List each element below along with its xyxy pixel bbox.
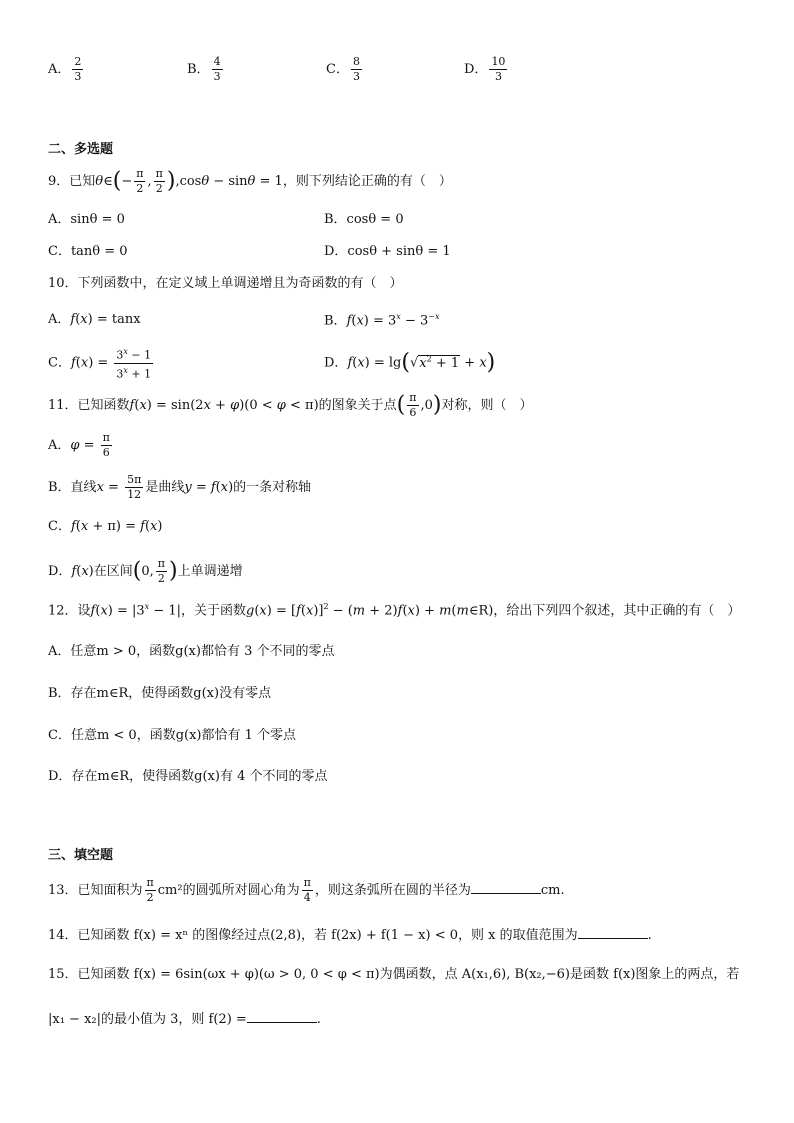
- q11-b-suffix: 的一条对称轴: [233, 480, 312, 495]
- q11-b-mid: 是曲线: [145, 480, 185, 495]
- option-label: A．: [48, 312, 71, 327]
- q13-unit: cm.: [540, 883, 565, 898]
- option-label: B．: [187, 62, 210, 77]
- q11-d-mid: 在区间: [93, 564, 133, 579]
- option-label: D．: [324, 355, 348, 371]
- fraction: $\frac{3^x - 1}{3^x + 1}$: [116, 347, 152, 381]
- fraction: [72, 56, 83, 83]
- fraction: $\frac{\pi}{2}$: [136, 167, 144, 195]
- q15-line2: |x₁ − x₂|的最小值为 3，则 f(2) =: [48, 1012, 247, 1027]
- q12-prefix: 12．设: [48, 603, 91, 619]
- numerator: 4: [213, 55, 221, 68]
- question-11-stem: 11．已知函数f(x) = sin(2x + φ)(0 < φ < π)的图象关于点( $\frac{\pi}{6}$ ,0)对称，则（ ）: [48, 391, 533, 419]
- fraction: $\frac{\pi}{6}$: [409, 391, 417, 419]
- q9-option-b: B．cosθ = 0: [324, 212, 404, 227]
- fraction: $\frac{\pi}{2}$: [155, 167, 163, 195]
- q12-option-d: D．存在m∈R，使得函数g(x)有 4 个不同的零点: [48, 769, 328, 784]
- section-title-multi-choice: 二、多选题: [48, 142, 114, 157]
- q10-option-d: D．$f(x) = \lg(√x^2 + 1 + x)$: [324, 350, 496, 375]
- question-15-line-2: [48, 1010, 321, 1026]
- option-label: B．: [324, 313, 347, 329]
- fraction: $\frac{\pi}{2}$: [157, 557, 165, 585]
- paren-right: ): [166, 168, 176, 194]
- q13-mid: cm²的圆弧所对圆心角为: [157, 883, 300, 898]
- q9-prefix: 9．已知: [48, 174, 96, 189]
- answer-blank[interactable]: [247, 1010, 317, 1023]
- fraction: [489, 56, 507, 83]
- option-label: C．: [48, 519, 71, 534]
- q8-option-a: [48, 56, 85, 83]
- denominator: 3: [74, 70, 82, 83]
- question-10-stem: 10．下列函数中，在定义域上单调递增且为奇函数的有（ ）: [48, 276, 403, 291]
- q15-end: .: [316, 1012, 321, 1027]
- numerator: 2: [74, 55, 82, 68]
- q11-option-b: B．直线x = $\frac{5\pi}{12}$ 是曲线y = f(x)的一条对称轴: [48, 473, 312, 501]
- fraction: $\frac{\pi}{6}$: [102, 431, 110, 459]
- q8-option-c: [326, 56, 364, 83]
- q12-option-c: C．任意m < 0，函数g(x)都恰有 1 个零点: [48, 728, 297, 743]
- fraction: $\frac{\pi}{4}$: [303, 876, 311, 904]
- question-15-line-1: 15．已知函数 f(x) = 6sin(ωx + φ)(ω > 0, 0 < φ < π)为偶函数，点 A(x₁,6), B(x₂,−6)是函数 f(x)图象上的两点，若: [48, 967, 740, 982]
- option-label: D．: [48, 564, 72, 579]
- q8-option-b: [187, 56, 225, 83]
- q12-mid: ，关于函数: [181, 603, 247, 619]
- denominator: 3: [352, 70, 360, 83]
- option-label: D．: [464, 62, 488, 77]
- question-14-stem: [48, 926, 652, 942]
- q9-option-c: C．tanθ = 0: [48, 244, 128, 259]
- denominator: 3: [494, 70, 502, 83]
- q13-suffix: ，则这条弧所在圆的半径为: [314, 883, 471, 898]
- option-label: A．: [48, 438, 71, 453]
- q11-b-prefix: B．直线: [48, 480, 97, 495]
- q9-suffix: ，则下列结论正确的有（ ）: [282, 174, 452, 189]
- q12-suffix: ，给出下列四个叙述，其中正确的有（ ）: [493, 603, 741, 619]
- question-12-stem: 12．设$f(x) = |3^x - 1|$，关于函数$g(x) = [f(x)]^2 - (m + 2)f(x)$ + m(m∈R)，给出下列四个叙述，其中正确的有（ ）: [48, 602, 741, 619]
- fraction: $\frac{5\pi}{12}$: [127, 473, 142, 501]
- q11-option-d: D．f(x)在区间(0, $\frac{\pi}{2}$ )上单调递增: [48, 557, 243, 585]
- q11-prefix: 11．已知函数: [48, 398, 130, 413]
- question-9-stem: 9．已知θ∈(− $\frac{\pi}{2}$ , $\frac{\pi}{2}$ ),cosθ − sinθ = 1，则下列结论正确的有（ ）: [48, 167, 452, 195]
- q8-option-d: [464, 56, 509, 83]
- fraction: [351, 56, 362, 83]
- denominator: 3: [213, 70, 221, 83]
- q9-option-a: A．sinθ = 0: [48, 212, 125, 227]
- answer-blank[interactable]: [471, 881, 541, 894]
- numerator: 10: [491, 55, 506, 68]
- q13-prefix: 13．已知面积为: [48, 883, 143, 898]
- section-title-fill-in: 三、填空题: [48, 848, 114, 863]
- answer-blank[interactable]: [578, 926, 648, 939]
- question-13-stem: [48, 877, 565, 904]
- option-label: A．: [48, 62, 71, 77]
- q11-option-a: A．φ = $\frac{\pi}{6}$: [48, 431, 110, 459]
- q10-option-c: C．f(x) = $\frac{3^x - 1}{3^x + 1}$: [48, 347, 152, 381]
- fraction: [212, 56, 223, 83]
- q14-text: 14．已知函数 f(x) = xⁿ 的图像经过点(2,8)，若 f(2x) + f(1 − x) < 0，则 x 的取值范围为: [48, 928, 578, 943]
- q12-option-b: B．存在m∈R，使得函数g(x)没有零点: [48, 686, 272, 701]
- q9-option-d: D．cosθ + sinθ = 1: [324, 244, 451, 259]
- q10-option-a: A．f(x) = tanx: [48, 312, 141, 327]
- q10-option-b: B．$f(x) = 3^x - 3^{-x}$: [324, 312, 440, 329]
- q11-mid: 的图象关于点: [318, 398, 397, 413]
- q12-option-a: A．任意m > 0，函数g(x)都恰有 3 个不同的零点: [48, 644, 335, 659]
- paren-left: (: [112, 168, 122, 194]
- numerator: 8: [352, 55, 360, 68]
- q11-suffix: 对称，则（ ）: [441, 398, 533, 413]
- theta-symbol: θ: [95, 174, 104, 189]
- q11-option-c: C．f(x + π) = f(x): [48, 519, 163, 534]
- q11-d-suffix: 上单调递增: [177, 564, 243, 579]
- option-label: C．: [48, 355, 71, 371]
- option-label: C．: [326, 62, 349, 77]
- q14-end: .: [647, 928, 652, 943]
- fraction: $\frac{\pi}{2}$: [146, 876, 154, 904]
